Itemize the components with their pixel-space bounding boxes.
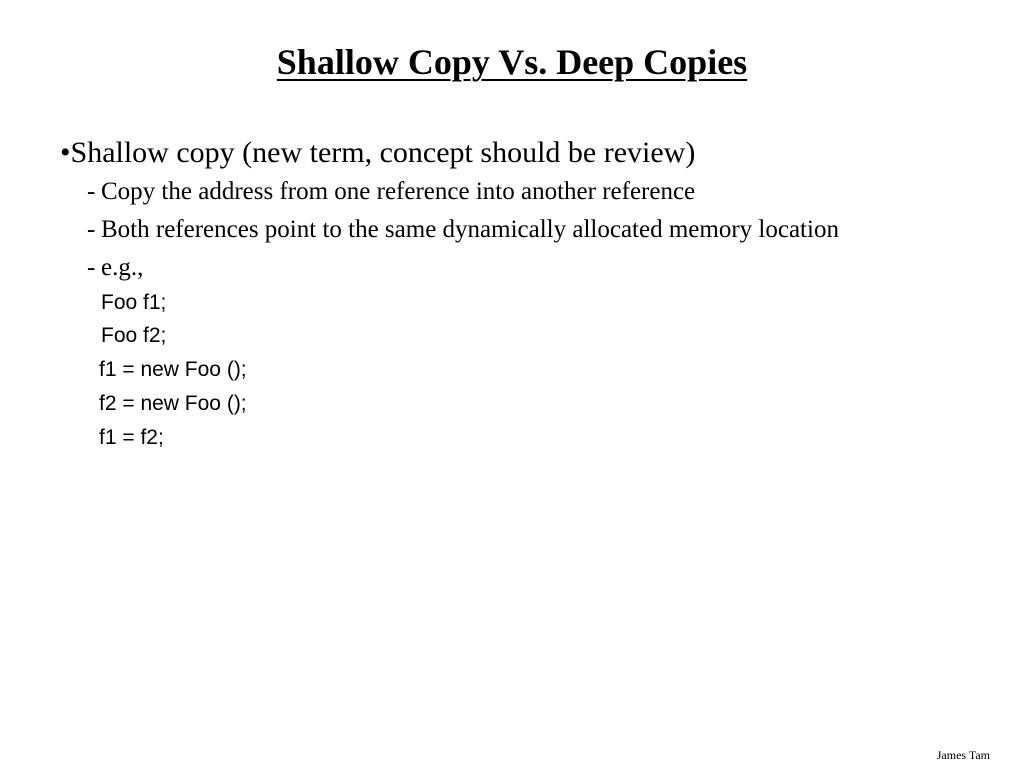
- code-line: f1 = f2;: [99, 426, 164, 449]
- sub-item-both-references: [87, 214, 839, 246]
- sub-item-marker: -: [87, 178, 96, 205]
- bullet-item-shallow-copy: [60, 134, 695, 172]
- code-line: f1 = new Foo ();: [99, 358, 247, 381]
- code-line: Foo f1;: [101, 291, 167, 314]
- sub-item-example: [87, 252, 143, 284]
- code-line: Foo f2;: [101, 324, 167, 347]
- sub-item-marker: -: [87, 216, 96, 243]
- bullet-text: Shallow copy (new term, concept should be review): [70, 136, 696, 169]
- author-footer: James Tam: [936, 748, 990, 762]
- code-line: f2 = new Foo ();: [99, 392, 247, 415]
- sub-item-text: e.g.,: [101, 254, 144, 281]
- slide-title: Shallow Copy Vs. Deep Copies: [276, 42, 748, 82]
- sub-item-text: Both references point to the same dynamically allocated memory location: [101, 216, 839, 243]
- bullet-marker: •: [60, 136, 71, 169]
- sub-item-text: Copy the address from one reference into another reference: [101, 178, 696, 205]
- sub-item-copy-address: [87, 176, 695, 208]
- sub-item-marker: -: [87, 254, 96, 281]
